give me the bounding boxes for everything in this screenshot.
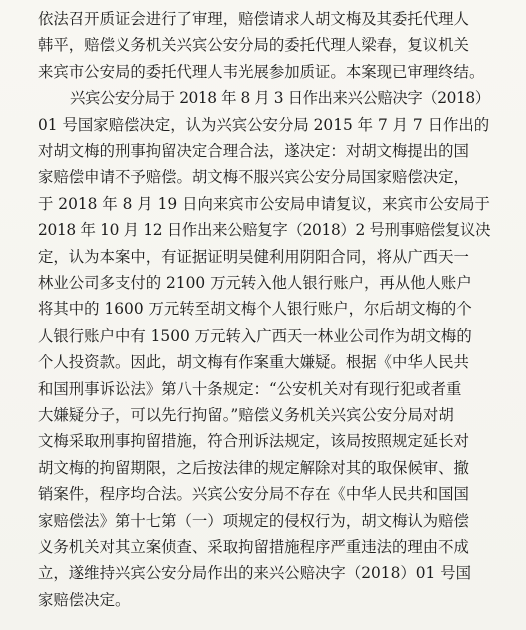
text-line: 家赔偿申请不予赔偿。胡文梅不服兴宾公安分局国家赔偿决定，	[38, 168, 469, 187]
text-line: 依法召开质证会进行了审理，赔偿请求人胡文梅及其委托代理人	[38, 10, 469, 28]
text-line: 销案件，程序均合法。兴宾公安分局不存在《中华人民共和国国	[38, 485, 469, 504]
text-line: 大嫌疑分子，可以先行拘留。”赔偿义务机关兴宾公安分局对胡	[38, 406, 454, 424]
text-line: 胡文梅的拘留期限，之后按法律的规定解除对其的取保候审、撤	[38, 458, 469, 477]
text-line: 人银行账户中有 1500 万元转入广西天一林业公司作为胡文梅的	[38, 326, 472, 345]
text-line: 于 2018 年 8 月 19 日向来宾市公安局申请复议，来宾市公安局于	[38, 194, 490, 213]
text-line: 家赔偿法》第十七第（一）项规定的侵权行为，胡文梅认为赔偿	[38, 511, 469, 530]
text-line: 义务机关对其立案侦查、采取拘留措施程序严重违法的理由不成	[38, 538, 469, 556]
text-line: 立，遂维持兴宾公安分局作出的来兴公赔决字（2018）01 号国	[38, 564, 472, 583]
text-line: 文梅采取刑事拘留措施，符合刑诉法规定，该局按照规定延长对	[38, 432, 469, 451]
paragraph-first-line: 兴宾公安分局于 2018 年 8 月 3 日作出来兴公赔决字（2018）	[70, 89, 490, 108]
text-line: 个人投资款。因此，胡文梅有作案重大嫌疑。根据《中华人民共	[38, 353, 469, 372]
text-line: 家赔偿决定。	[38, 590, 131, 609]
text-line: 和国刑事诉讼法》第八十条规定：“公安机关对有现行犯或者重	[38, 379, 462, 398]
text-line: 林业公司多支付的 2100 万元转入他人银行账户，再从他人账户	[38, 274, 472, 292]
text-line: 01 号国家赔偿决定，认为兴宾公安分局 2015 年 7 月 7 日作出的	[38, 115, 490, 134]
text-line: 将其中的 1600 万元转至胡文梅个人银行账户，尔后胡文梅的个	[38, 300, 472, 319]
text-line: 定，认为本案中，有证据证明吴健利用阴阳合同，将从广西天一	[38, 247, 469, 266]
text-line: 对胡文梅的刑事拘留决定合理合法，遂决定：对胡文梅提出的国	[38, 142, 469, 160]
text-line: 韩平，赔偿义务机关兴宾公安分局的委托代理人梁春，复议机关	[38, 36, 469, 55]
text-line: 来宾市公安局的委托代理人韦光展参加质证。本案现已审理终结。	[38, 62, 485, 81]
text-line: 2018 年 10 月 12 日作出来公赔复字（2018）2 号刑事赔偿复议决	[38, 221, 490, 240]
